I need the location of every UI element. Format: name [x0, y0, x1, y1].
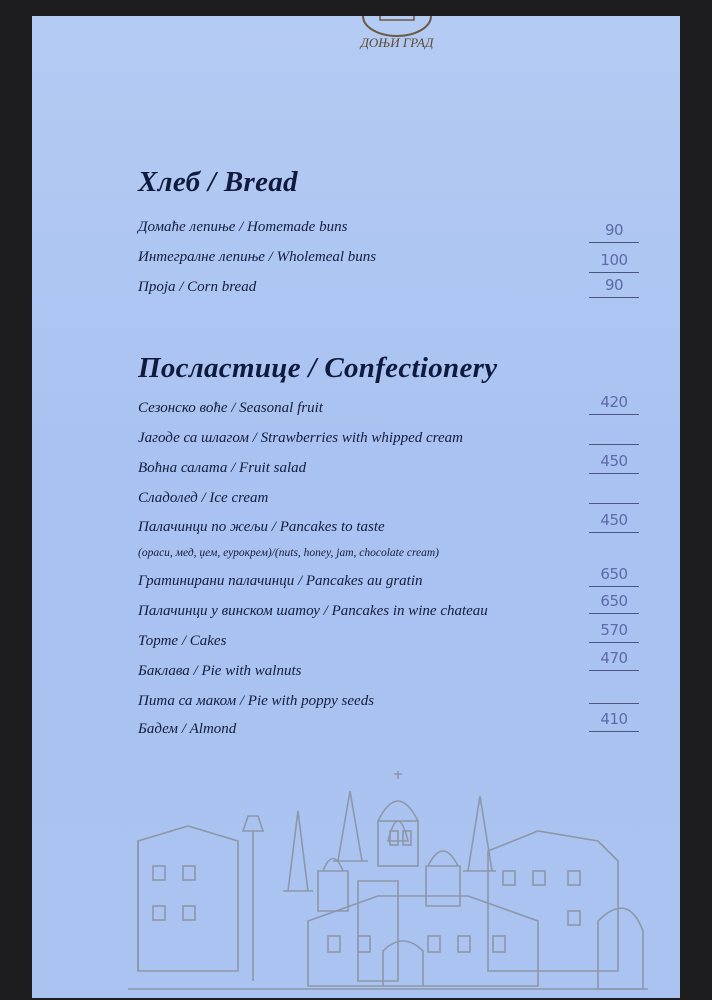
menu-item: Гратинирани палачинци / Pancakes au gratin	[138, 573, 423, 589]
menu-item: Палачинци по жељи / Pancakes to taste	[138, 519, 385, 535]
old-town-church-sketch-icon	[128, 771, 648, 998]
price-handwritten: 90	[589, 275, 639, 298]
menu-item: Бадем / Almond	[138, 721, 237, 737]
fortress-emblem-icon	[342, 16, 452, 62]
menu-item: Интегралне лепиње / Wholemeal buns	[138, 249, 377, 265]
price-handwritten: 470	[589, 648, 639, 671]
menu-page	[32, 16, 680, 998]
menu-item: Домаће лепиње / Homemade buns	[138, 219, 348, 235]
menu-item: Сезонско воће / Seasonal fruit	[138, 400, 323, 416]
section-title-bread: Хлеб / Bread	[138, 166, 298, 198]
price-blank	[589, 481, 639, 504]
menu-item: Воћна салата / Fruit salad	[138, 460, 307, 476]
price-handwritten: 570	[589, 620, 639, 643]
menu-item: Проја / Corn bread	[138, 279, 257, 295]
price-handwritten: 450	[589, 451, 639, 474]
menu-item: Јагоде са шлагом / Strawberries with whipped cream	[138, 430, 463, 446]
price-handwritten: 650	[589, 591, 639, 614]
menu-item-note: (ораси, мед, џем, еурокрем)/(nuts, honey, jam, chocolate cream)	[138, 547, 439, 559]
menu-item: Баклава / Pie with walnuts	[138, 663, 302, 679]
price-blank	[589, 681, 639, 704]
menu-item: Палачинци у винском шатоу / Pancakes in wine chateau	[138, 603, 488, 619]
menu-item: Сладолед / Ice cream	[138, 490, 269, 506]
price-handwritten: 650	[589, 564, 639, 587]
menu-item: Пита са маком / Pie with poppy seeds	[138, 693, 375, 709]
price-handwritten: 420	[589, 392, 639, 415]
price-handwritten: 90	[589, 220, 639, 243]
logo-caption: ДОЊИ ГРАД	[360, 35, 434, 50]
menu-item: Торте / Cakes	[138, 633, 227, 649]
price-handwritten: 100	[589, 250, 639, 273]
section-title-confectionery: Посластице / Confectionery	[138, 352, 498, 384]
price-blank	[589, 422, 639, 445]
price-handwritten: 410	[589, 709, 639, 732]
price-handwritten: 450	[589, 510, 639, 533]
